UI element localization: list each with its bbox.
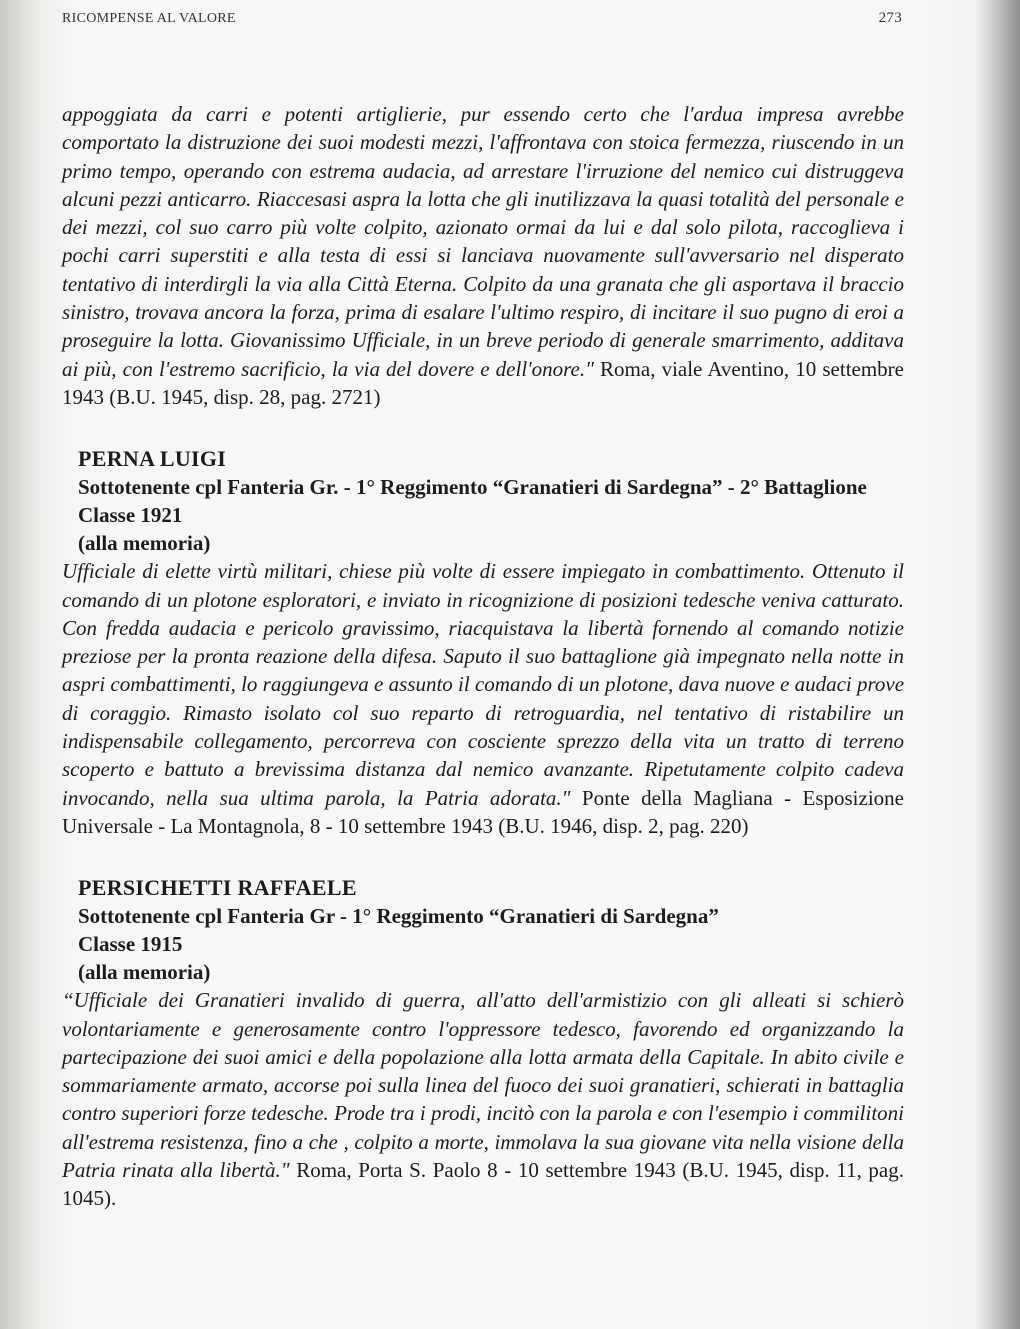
motivation-text: “Ufficiale dei Granatieri invalido di guerra, all'atto dell'armistizio con gli alleati si schierò volontariamente e generosamente contro l'oppressore tedesco, favorendo ed organizzando la partecipazione dei suoi amici e della popolazione alla lotta armata della Capitale. In abito civile e sommariamente armato, accorse poi sulla linea del fuoco dei suoi granatieri, schierati in battaglia contro superiori forze tedesche. Prode tra i prodi, incitò con la parola e con l'esempio i commilitoni all'estrema resistenza, fino a che , colpito a morte, immolava la sua giovane vita nella visione della Patria rinata alla libertà." [62,988,904,1183]
award-paragraph [62,557,904,840]
recipient-name: PERSICHETTI RAFFAELE [78,875,357,901]
recipient-rank: Sottotenente cpl Fanteria Gr. - 1° Reggimento “Granatieri di Sardegna” - 2° Battaglione [78,475,867,500]
motivation-text: Ufficiale di elette virtù militari, chiese più volte di essere impiegato in combattimento. Ottenuto il comando di un plotone esploratori, e inviato in ricognizione di posizioni tedesche veniva catturato. Con fredda audacia e pericolo gravissimo, riacquistava la libertà fornendo al comando notizie preziose per la pronta reazione della difesa. Saputo il suo battaglione già impegnato nella notte in aspri combattimenti, lo raggiungeva e assunto il comando di un plotone, dava nuove e audaci prove di coraggio. Rimasto isolato col suo reparto di retroguardia, nel tentativo di ristabilire un indispensabile collegamento, percorreva con cosciente sprezzo della vita un tratto di terreno scoperto e battuto a brevissima distanza dal nemico avanzante. Ripetutamente colpito cadeva invocando, nella sua ultima parola, la Patria adorata." [62,559,905,810]
citation-text: Roma, Porta S. Paolo 8 - 10 settembre 1943 (B.U. 1945, disp. 11, pag. 1045). [62,1158,905,1211]
motivation-text: appoggiata da carri e potenti artiglierie, pur essendo certo che l'ardua impresa avrebbe comportato la distruzione dei suoi modesti mezzi, l'affrontava con stoica fermezza, riuscendo in un primo tempo, operando con estrema audacia, ad arrestare l'irruzione del nemico cui distruggeva alcuni pezzi anticarro. Riaccesasi aspra la lotta che gli inutilizzava la quasi totalità del personale e dei mezzi, col suo carro più volte colpito, azionato ormai da lui e dal solo pilota, raccoglieva i pochi carri superstiti e alla testa di essi si lanciava nuovamente sull'avversario nel disperato tentativo di interdirgli la via alla Città Eterna. Colpito da una granata che gli asportava il braccio sinistro, trovava ancora la forza, prima di esalare l'ultimo respiro, di incitare il suo pugno di eroi a proseguire la lotta. Giovanissimo Ufficiale, in un breve periodo di generale smarrimento, additava ai più, con l'estremo sacrificio, la via del dovere e dell'onore." [62,102,904,381]
page-header [62,10,902,27]
page-body [62,100,904,1213]
citation-text: Roma, viale Aventino, 10 settembre 1943 (B.U. 1945, disp. 28, pag. 2721) [62,356,905,409]
award-entry-persichetti [62,874,904,1212]
page-number: 273 [878,10,902,26]
recipient-class: Classe 1915 [78,932,183,957]
recipient-rank: Sottotenente cpl Fanteria Gr - 1° Reggimento “Granatieri di Sardegna” [78,904,719,929]
recipient-class: Classe 1921 [78,503,183,528]
memoria-note: (alla memoria) [78,531,211,556]
entry-heading [62,874,904,986]
recipient-name: PERNA LUIGI [78,446,227,472]
memoria-note: (alla memoria) [78,960,211,985]
award-entry-perna [62,445,904,840]
citation-text: Ponte della Magliana - Esposizione Universale - La Montagnola, 8 - 10 settembre 1943 (B.U. 1946, disp. 2, pag. 220) [62,785,904,838]
entry-heading [62,445,904,557]
running-title: RICOMPENSE AL VALORE [62,11,236,26]
award-paragraph [62,986,904,1212]
continued-paragraph [62,100,904,411]
